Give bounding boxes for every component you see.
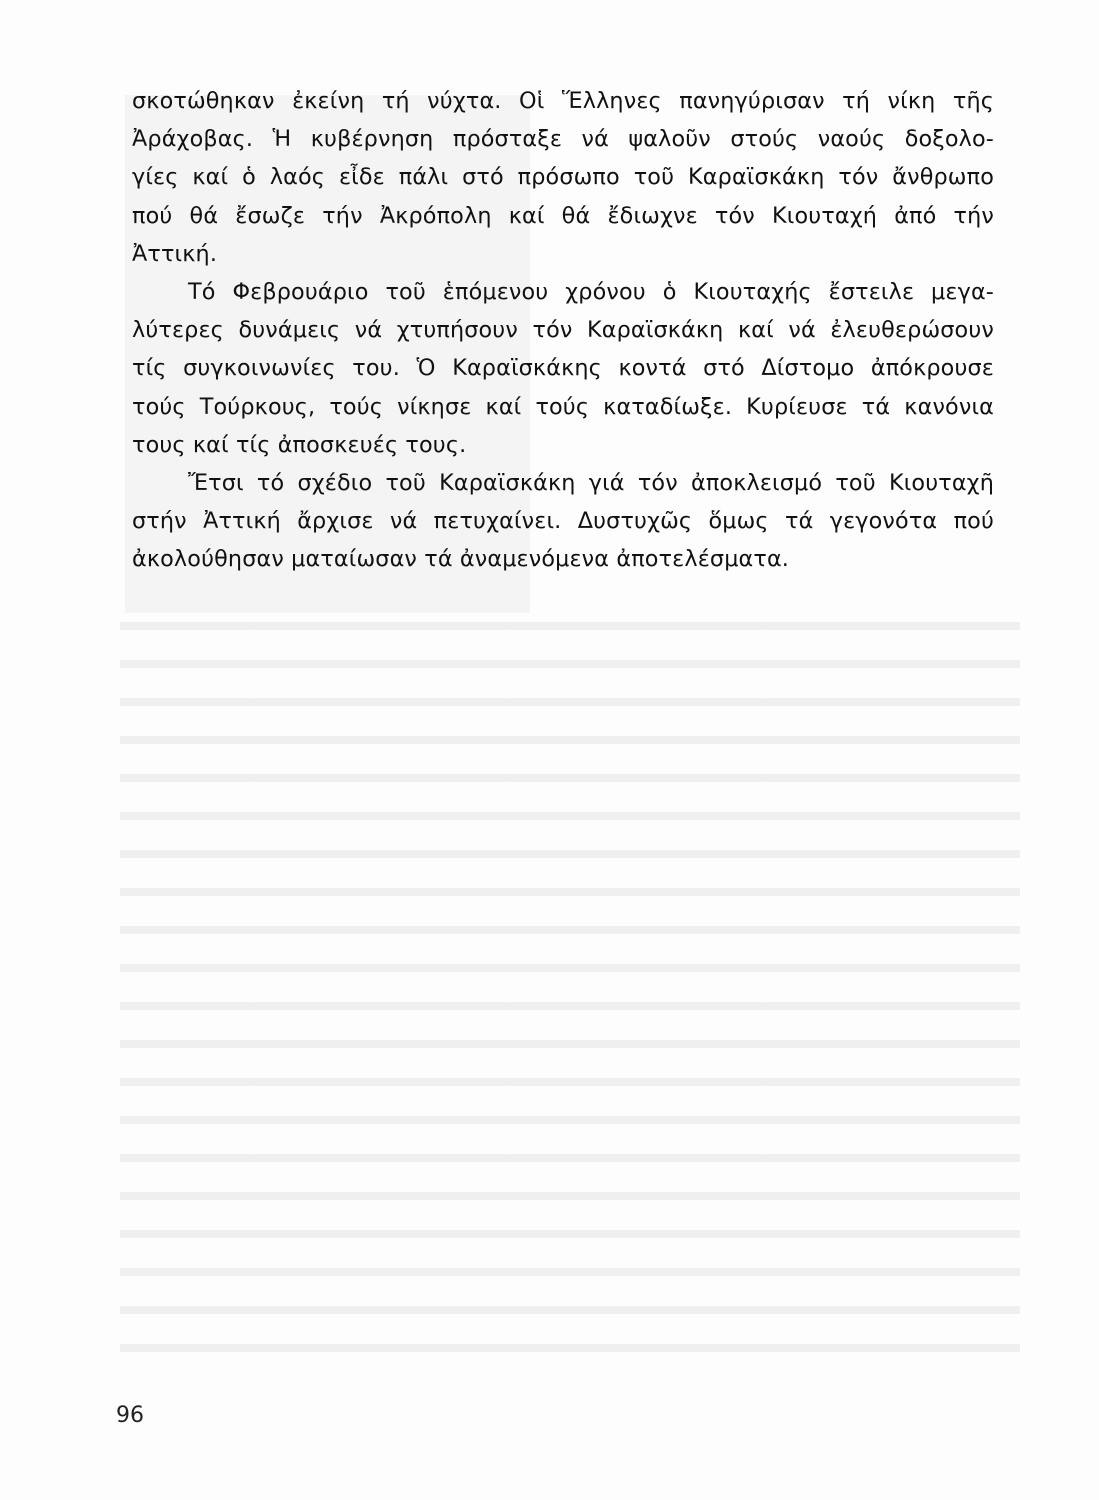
text-line: γίες καί ὁ λαός εἶδε πάλι στό πρόσωπο τοῦ Καραϊσκάκη τόν ἄνθρωπο — [132, 164, 994, 191]
text-line: ἀκολούθησαν ματαίωσαν τά ἀναμενόμενα ἀποτελέσματα. — [132, 546, 790, 573]
text-line: Τό Φεβρουάριο τοῦ ἑπόμενου χρόνου ὁ Κιουταχής ἔστειλε μεγα- — [188, 278, 994, 305]
body-text — [132, 82, 994, 578]
text-line: τούς Τούρκους, τούς νίκησε καί τούς καταδίωξε. Κυρίευσε τά κανόνια — [132, 393, 994, 420]
text-line: τους καί τίς ἀποσκευές τους. — [132, 431, 467, 458]
text-line: τίς συγκοινωνίες του. Ὁ Καραϊσκάκης κοντά στό Δίστομο ἀπόκρουσε — [132, 355, 994, 382]
text-line: σκοτώθηκαν ἐκείνη τή νύχτα. Οἱ Ἕλληνες πανηγύρισαν τή νίκη τῆς — [132, 88, 994, 114]
show-through-text — [120, 600, 1020, 1380]
page-number: 96 — [116, 1403, 144, 1428]
text-line: λύτερες δυνάμεις νά χτυπήσουν τόν Καραϊσκάκη καί νά ἐλευθερώσουν — [132, 317, 994, 344]
text-line: Ἀττική. — [132, 240, 218, 267]
text-line: Ἀράχοβας. Ἡ κυβέρνηση πρόσταξε νά ψαλοῦν στούς ναούς δοξολο- — [132, 126, 994, 153]
text-line: στήν Ἀττική ἄρχισε νά πετυχαίνει. Δυστυχῶς ὅμως τά γεγονότα πού — [132, 508, 994, 535]
text-line: πού θά ἔσωζε τήν Ἀκρόπολη καί θά ἔδιωχνε τόν Κιουταχή ἀπό τήν — [132, 202, 994, 229]
text-line: Ἔτσι τό σχέδιο τοῦ Καραϊσκάκη γιά τόν ἀποκλεισμό τοῦ Κιουταχῆ — [188, 469, 994, 496]
